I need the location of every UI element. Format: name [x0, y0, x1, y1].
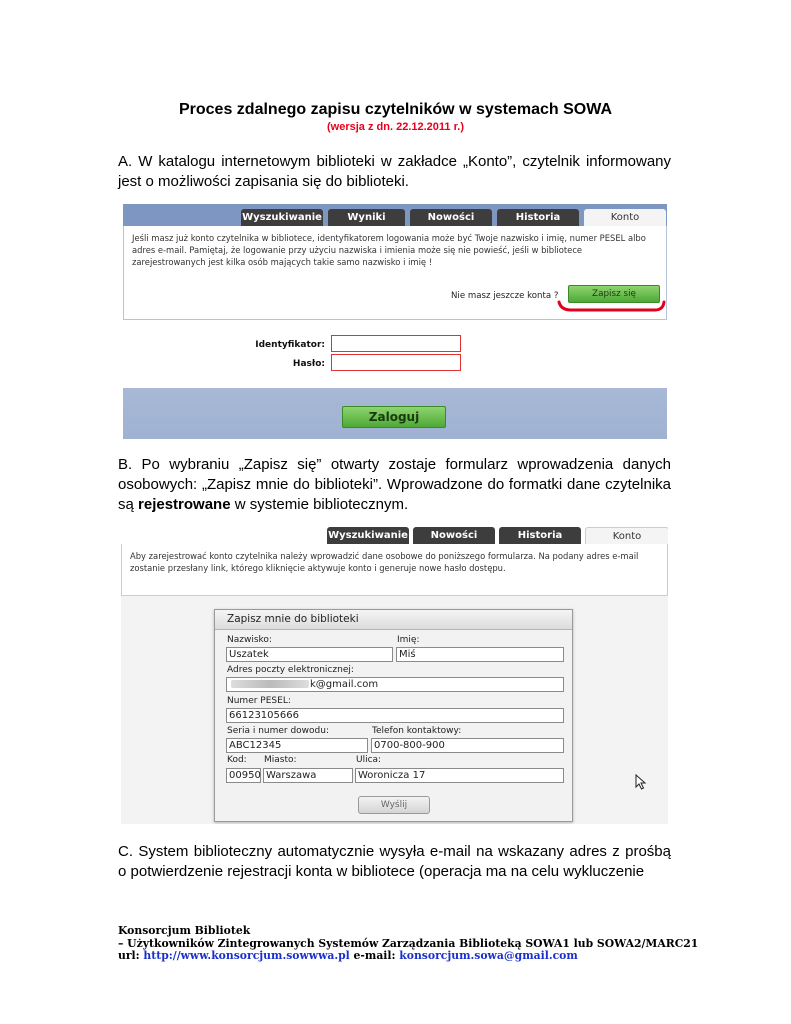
street-label: Ulica:	[356, 755, 382, 765]
tab-historia-2[interactable]: Historia	[499, 527, 581, 544]
tab-konto[interactable]: Konto	[584, 209, 666, 226]
login-info-text: Jeśli masz już konto czytelnika w bibliotece, identyfikatorem logowania może być Twoje nazwisko i imię, numer PESEL albo adres e-mail. Pamiętaj, że logowanie przy użyciu nazwiska i imienia może się nie powieść, jeśli w bibliotece zarejestrowanych jest kilka osób mających takie samo nazwisko i imię !	[132, 233, 646, 267]
tab-konto-2[interactable]: Konto	[585, 527, 668, 545]
document-title: Proces zdalnego zapisu czytelników w systemach SOWA	[178, 101, 613, 118]
no-account-text: Nie masz jeszcze konta ?	[451, 291, 559, 301]
tab-wyszukiwanie-2[interactable]: Wyszukiwanie	[327, 527, 409, 544]
footer-url-link[interactable]: http://www.konsorcjum.sowwwa.pl	[143, 949, 350, 962]
tab-wyniki[interactable]: Wyniki	[328, 209, 405, 226]
paragraph-b-end: w systemie bibliotecznym.	[230, 496, 409, 513]
footer-email-label: e-mail:	[349, 949, 400, 962]
register-info-text: Aby zarejestrować konto czytelnika należy wprowadzić dane osobowe do poniższego formularza. Na podany adres e-mail zostanie przesłany link, którego kliknięcie aktywuje konto i generuje nowe hasło dostępu.	[130, 551, 639, 573]
tab-nowosci[interactable]: Nowości	[410, 209, 492, 226]
tab-nowosci-2[interactable]: Nowości	[413, 527, 495, 544]
footer-org: Konsorcjum Bibliotek	[118, 924, 251, 937]
document-version: (wersja z dn. 22.12.2011 r.)	[327, 121, 464, 133]
screenshot-login	[123, 204, 667, 439]
tab-historia[interactable]: Historia	[497, 209, 579, 226]
register-info-box	[121, 544, 668, 596]
password-label: Hasło:	[292, 359, 325, 369]
id-series-label: Seria i numer dowodu:	[227, 726, 329, 736]
name-label: Imię:	[397, 635, 420, 645]
red-underline-highlight	[555, 300, 667, 314]
password-input[interactable]	[331, 354, 461, 371]
code-label: Kod:	[227, 755, 247, 765]
identifier-input[interactable]	[331, 335, 461, 352]
email-label: Adres poczty elektronicznej:	[227, 665, 354, 675]
pesel-input[interactable]: 66123105666	[226, 708, 564, 723]
paragraph-b-bold: rejestrowane	[138, 496, 231, 513]
footer-email-link[interactable]: konsorcjum.sowa@gmail.com	[399, 949, 578, 962]
form-title: Zapisz mnie do biblioteki	[215, 610, 572, 630]
phone-label: Telefon kontaktowy:	[372, 726, 462, 736]
name-input[interactable]: Miś	[396, 647, 564, 662]
email-visible-part: k@gmail.com	[310, 679, 379, 690]
paragraph-b	[118, 455, 671, 515]
paragraph-b-text: B. Po wybraniu „Zapisz się” otwarty zostaje formularz wprowadzenia danych osobowych: „Zapisz mnie do biblioteki”. Wprowadzone do formatki dane czytelnika są	[118, 456, 671, 513]
identifier-label: Identyfikator:	[255, 340, 325, 350]
footer-url-label: url:	[118, 949, 144, 962]
paragraph-a: A. W katalogu internetowym biblioteki w zakładce „Konto”, czytelnik informowany jest o możliwości zapisania się do biblioteki.	[118, 153, 671, 190]
send-button[interactable]: Wyślij	[358, 796, 430, 814]
code-input[interactable]: 00950	[226, 768, 261, 783]
id-series-input[interactable]: ABC12345	[226, 738, 368, 753]
page-footer	[118, 925, 698, 963]
login-button[interactable]: Zaloguj	[342, 406, 446, 428]
surname-input[interactable]: Uszatek	[226, 647, 393, 662]
screenshot-register	[121, 522, 668, 824]
tab-wyszukiwanie[interactable]: Wyszukiwanie	[241, 209, 323, 226]
email-input[interactable]	[226, 677, 564, 692]
register-form	[214, 609, 573, 822]
footer-line2: – Użytkowników Zintegrowanych Systemów Zarządzania Biblioteką SOWA1 lub SOWA2/MARC21	[118, 936, 699, 950]
pesel-label: Numer PESEL:	[227, 696, 291, 706]
surname-label: Nazwisko:	[227, 635, 272, 645]
phone-input[interactable]: 0700-800-900	[371, 738, 564, 753]
register-button[interactable]: Zapisz się	[568, 285, 660, 303]
city-label: Miasto:	[264, 755, 297, 765]
paragraph-c: C. System biblioteczny automatycznie wysyła e-mail na wskazany adres z prośbą o potwierdzenie rejestracji konta w bibliotece (operacja ma na celu wykluczenie	[118, 843, 671, 880]
mouse-cursor-icon	[635, 774, 647, 790]
footer-contact	[118, 950, 698, 963]
email-redacted-mask	[231, 680, 309, 688]
city-input[interactable]: Warszawa	[263, 768, 353, 783]
street-input[interactable]: Woronicza 17	[355, 768, 564, 783]
